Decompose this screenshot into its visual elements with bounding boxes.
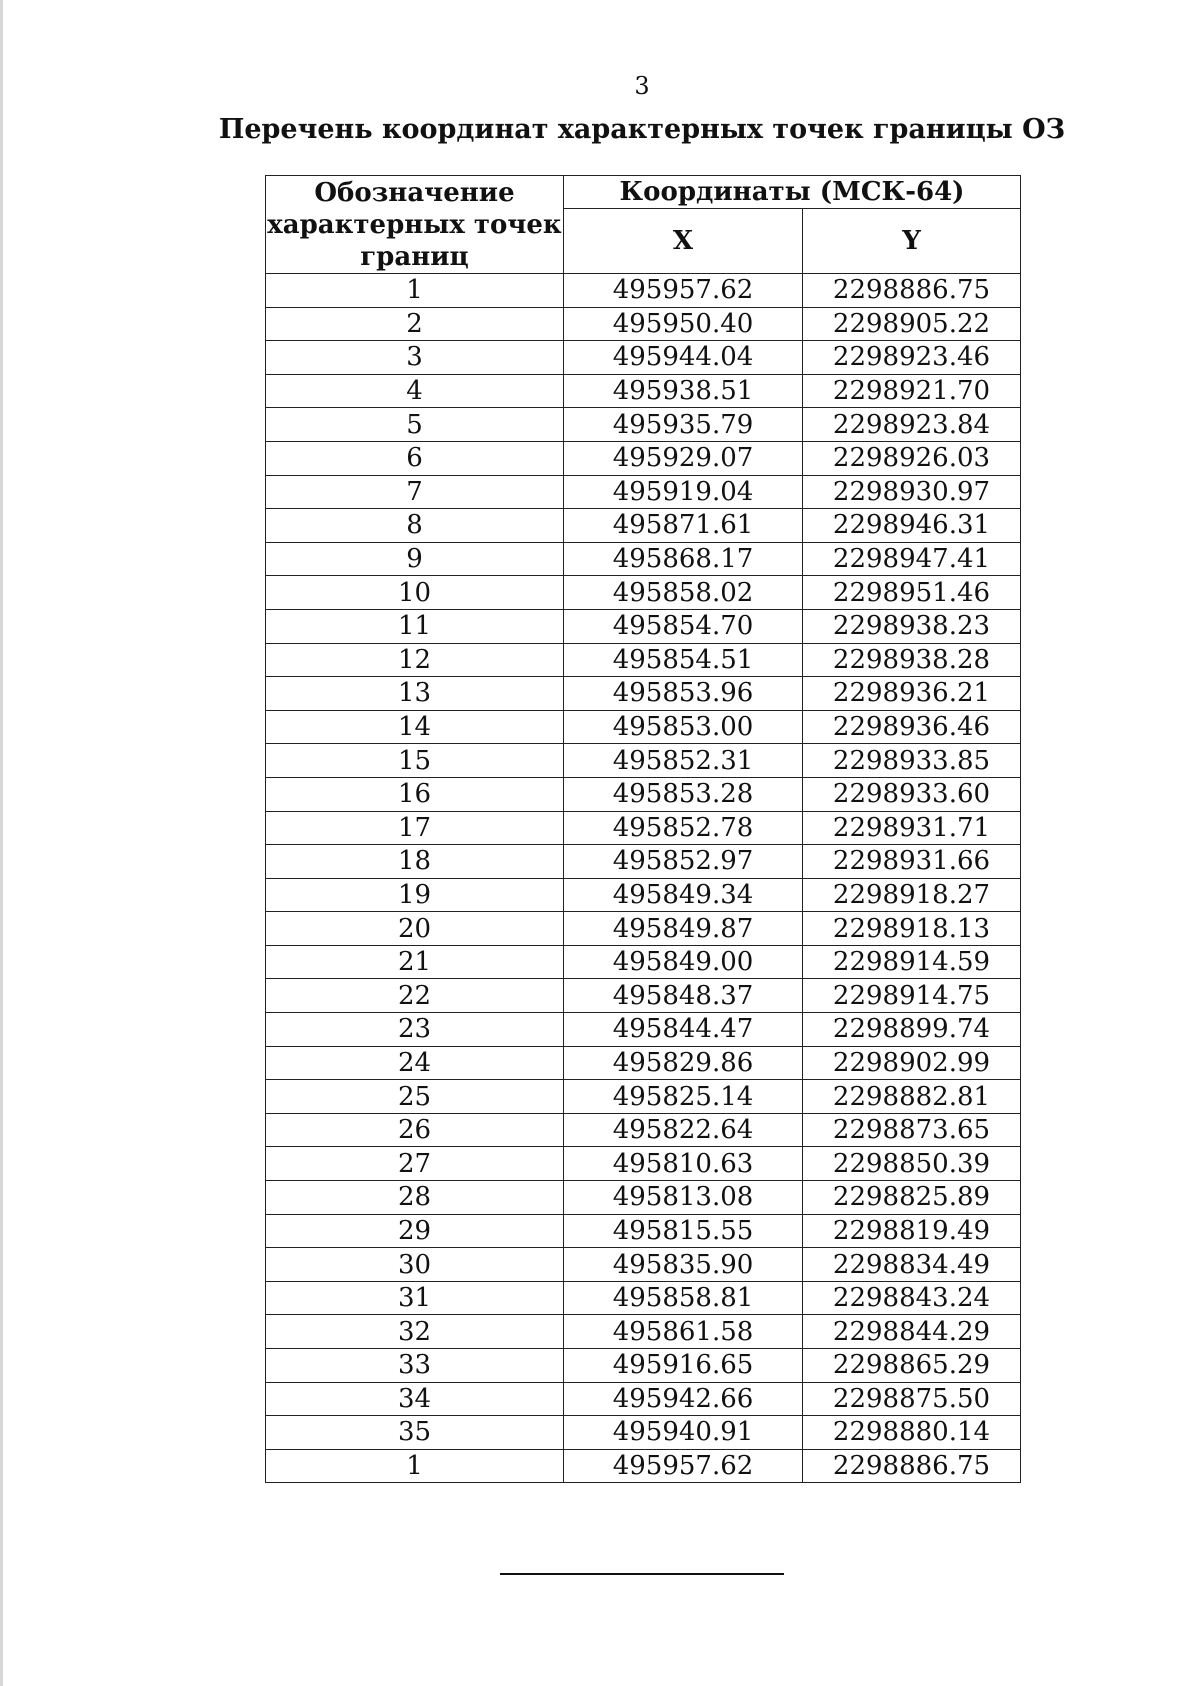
cell-point-number: 18 <box>266 845 564 879</box>
cell-y: 2298825.89 <box>803 1181 1021 1215</box>
table-row <box>266 845 1021 879</box>
cell-point-number: 27 <box>266 1147 564 1181</box>
cell-point-number: 14 <box>266 710 564 744</box>
cell-x: 495938.51 <box>564 374 803 408</box>
table-row <box>266 307 1021 341</box>
table-row <box>266 912 1021 946</box>
cell-point-number: 6 <box>266 441 564 475</box>
cell-point-number: 3 <box>266 341 564 375</box>
cell-y: 2298914.59 <box>803 945 1021 979</box>
cell-x: 495858.02 <box>564 576 803 610</box>
cell-x: 495929.07 <box>564 441 803 475</box>
scan-edge <box>0 0 3 1686</box>
cell-point-number: 5 <box>266 408 564 442</box>
cell-point-number: 9 <box>266 542 564 576</box>
cell-point-number: 2 <box>266 307 564 341</box>
cell-point-number: 1 <box>266 274 564 308</box>
cell-x: 495829.86 <box>564 1046 803 1080</box>
cell-x: 495944.04 <box>564 341 803 375</box>
table-row <box>266 475 1021 509</box>
table-row <box>266 1113 1021 1147</box>
cell-y: 2298899.74 <box>803 1013 1021 1047</box>
cell-y: 2298951.46 <box>803 576 1021 610</box>
cell-x: 495849.34 <box>564 878 803 912</box>
cell-y: 2298921.70 <box>803 374 1021 408</box>
cell-x: 495919.04 <box>564 475 803 509</box>
cell-y: 2298905.22 <box>803 307 1021 341</box>
cell-x: 495868.17 <box>564 542 803 576</box>
cell-x: 495813.08 <box>564 1181 803 1215</box>
cell-x: 495854.70 <box>564 609 803 643</box>
cell-x: 495810.63 <box>564 1147 803 1181</box>
cell-point-number: 24 <box>266 1046 564 1080</box>
cell-y: 2298938.28 <box>803 643 1021 677</box>
cell-x: 495957.62 <box>564 1449 803 1483</box>
table-row <box>266 441 1021 475</box>
table-row <box>266 1248 1021 1282</box>
cell-point-number: 7 <box>266 475 564 509</box>
cell-y: 2298931.71 <box>803 811 1021 845</box>
cell-x: 495849.87 <box>564 912 803 946</box>
cell-x: 495871.61 <box>564 509 803 543</box>
cell-point-number: 30 <box>266 1248 564 1282</box>
table-row <box>266 341 1021 375</box>
cell-point-number: 13 <box>266 677 564 711</box>
table-row <box>266 1214 1021 1248</box>
cell-y: 2298923.84 <box>803 408 1021 442</box>
cell-x: 495853.96 <box>564 677 803 711</box>
cell-point-number: 19 <box>266 878 564 912</box>
document-title: Перечень координат характерных точек границы ОЗ <box>218 114 1066 145</box>
cell-point-number: 16 <box>266 777 564 811</box>
table-row <box>266 945 1021 979</box>
table-row <box>266 576 1021 610</box>
cell-x: 495835.90 <box>564 1248 803 1282</box>
table-row <box>266 374 1021 408</box>
cell-y: 2298882.81 <box>803 1080 1021 1114</box>
cell-x: 495815.55 <box>564 1214 803 1248</box>
cell-point-number: 33 <box>266 1349 564 1383</box>
cell-x: 495950.40 <box>564 307 803 341</box>
cell-x: 495852.97 <box>564 845 803 879</box>
table-row <box>266 509 1021 543</box>
cell-point-number: 29 <box>266 1214 564 1248</box>
header-designation: Обозначение характерных точек границ <box>267 177 562 272</box>
cell-point-number: 26 <box>266 1113 564 1147</box>
table-row <box>266 1349 1021 1383</box>
page-number: 3 <box>634 72 650 100</box>
cell-point-number: 12 <box>266 643 564 677</box>
cell-x: 495825.14 <box>564 1080 803 1114</box>
cell-point-number: 10 <box>266 576 564 610</box>
header-y: Y <box>803 209 1021 274</box>
cell-y: 2298902.99 <box>803 1046 1021 1080</box>
cell-y: 2298844.29 <box>803 1315 1021 1349</box>
cell-y: 2298923.46 <box>803 341 1021 375</box>
table-row <box>266 1147 1021 1181</box>
cell-y: 2298875.50 <box>803 1382 1021 1416</box>
cell-point-number: 8 <box>266 509 564 543</box>
cell-point-number: 17 <box>266 811 564 845</box>
cell-x: 495940.91 <box>564 1416 803 1450</box>
cell-y: 2298914.75 <box>803 979 1021 1013</box>
cell-y: 2298930.97 <box>803 475 1021 509</box>
cell-x: 495852.31 <box>564 744 803 778</box>
cell-x: 495861.58 <box>564 1315 803 1349</box>
cell-x: 495957.62 <box>564 274 803 308</box>
table-row <box>266 1080 1021 1114</box>
cell-point-number: 35 <box>266 1416 564 1450</box>
coordinates-table <box>265 175 1021 1483</box>
table-row <box>266 1013 1021 1047</box>
table-row <box>266 1382 1021 1416</box>
cell-y: 2298938.23 <box>803 609 1021 643</box>
cell-point-number: 34 <box>266 1382 564 1416</box>
cell-x: 495916.65 <box>564 1349 803 1383</box>
cell-y: 2298918.13 <box>803 912 1021 946</box>
cell-x: 495942.66 <box>564 1382 803 1416</box>
table-row <box>266 1449 1021 1483</box>
table-row <box>266 1181 1021 1215</box>
table-row <box>266 811 1021 845</box>
table-row <box>266 408 1021 442</box>
cell-y: 2298873.65 <box>803 1113 1021 1147</box>
cell-y: 2298936.21 <box>803 677 1021 711</box>
cell-point-number: 32 <box>266 1315 564 1349</box>
cell-y: 2298880.14 <box>803 1416 1021 1450</box>
table-row <box>266 274 1021 308</box>
cell-y: 2298947.41 <box>803 542 1021 576</box>
table-row <box>266 777 1021 811</box>
table-header <box>266 176 1021 274</box>
cell-y: 2298936.46 <box>803 710 1021 744</box>
cell-y: 2298850.39 <box>803 1147 1021 1181</box>
cell-point-number: 20 <box>266 912 564 946</box>
header-coordinates-group: Координаты (МСК-64) <box>564 176 1021 209</box>
cell-x: 495852.78 <box>564 811 803 845</box>
cell-y: 2298886.75 <box>803 1449 1021 1483</box>
table-row <box>266 744 1021 778</box>
cell-y: 2298886.75 <box>803 274 1021 308</box>
cell-y: 2298933.60 <box>803 777 1021 811</box>
cell-point-number: 11 <box>266 609 564 643</box>
footer-divider <box>500 1573 784 1575</box>
cell-y: 2298926.03 <box>803 441 1021 475</box>
header-x: X <box>564 209 803 274</box>
cell-point-number: 31 <box>266 1281 564 1315</box>
table-row <box>266 1281 1021 1315</box>
cell-x: 495858.81 <box>564 1281 803 1315</box>
table-row <box>266 643 1021 677</box>
cell-x: 495853.00 <box>564 710 803 744</box>
cell-x: 495849.00 <box>564 945 803 979</box>
cell-point-number: 1 <box>266 1449 564 1483</box>
cell-y: 2298946.31 <box>803 509 1021 543</box>
table-row <box>266 542 1021 576</box>
cell-point-number: 22 <box>266 979 564 1013</box>
cell-y: 2298843.24 <box>803 1281 1021 1315</box>
cell-y: 2298865.29 <box>803 1349 1021 1383</box>
cell-point-number: 4 <box>266 374 564 408</box>
cell-x: 495844.47 <box>564 1013 803 1047</box>
cell-x: 495822.64 <box>564 1113 803 1147</box>
table-row <box>266 1416 1021 1450</box>
cell-x: 495854.51 <box>564 643 803 677</box>
cell-y: 2298834.49 <box>803 1248 1021 1282</box>
cell-y: 2298918.27 <box>803 878 1021 912</box>
table-body <box>266 274 1021 1483</box>
table-row <box>266 710 1021 744</box>
cell-y: 2298819.49 <box>803 1214 1021 1248</box>
table-row <box>266 677 1021 711</box>
cell-x: 495935.79 <box>564 408 803 442</box>
cell-y: 2298931.66 <box>803 845 1021 879</box>
table-row <box>266 1315 1021 1349</box>
cell-point-number: 25 <box>266 1080 564 1114</box>
cell-x: 495853.28 <box>564 777 803 811</box>
cell-point-number: 23 <box>266 1013 564 1047</box>
table-row <box>266 878 1021 912</box>
cell-y: 2298933.85 <box>803 744 1021 778</box>
cell-point-number: 28 <box>266 1181 564 1215</box>
cell-point-number: 21 <box>266 945 564 979</box>
cell-point-number: 15 <box>266 744 564 778</box>
table-row <box>266 979 1021 1013</box>
cell-x: 495848.37 <box>564 979 803 1013</box>
table-row <box>266 1046 1021 1080</box>
table-row <box>266 609 1021 643</box>
